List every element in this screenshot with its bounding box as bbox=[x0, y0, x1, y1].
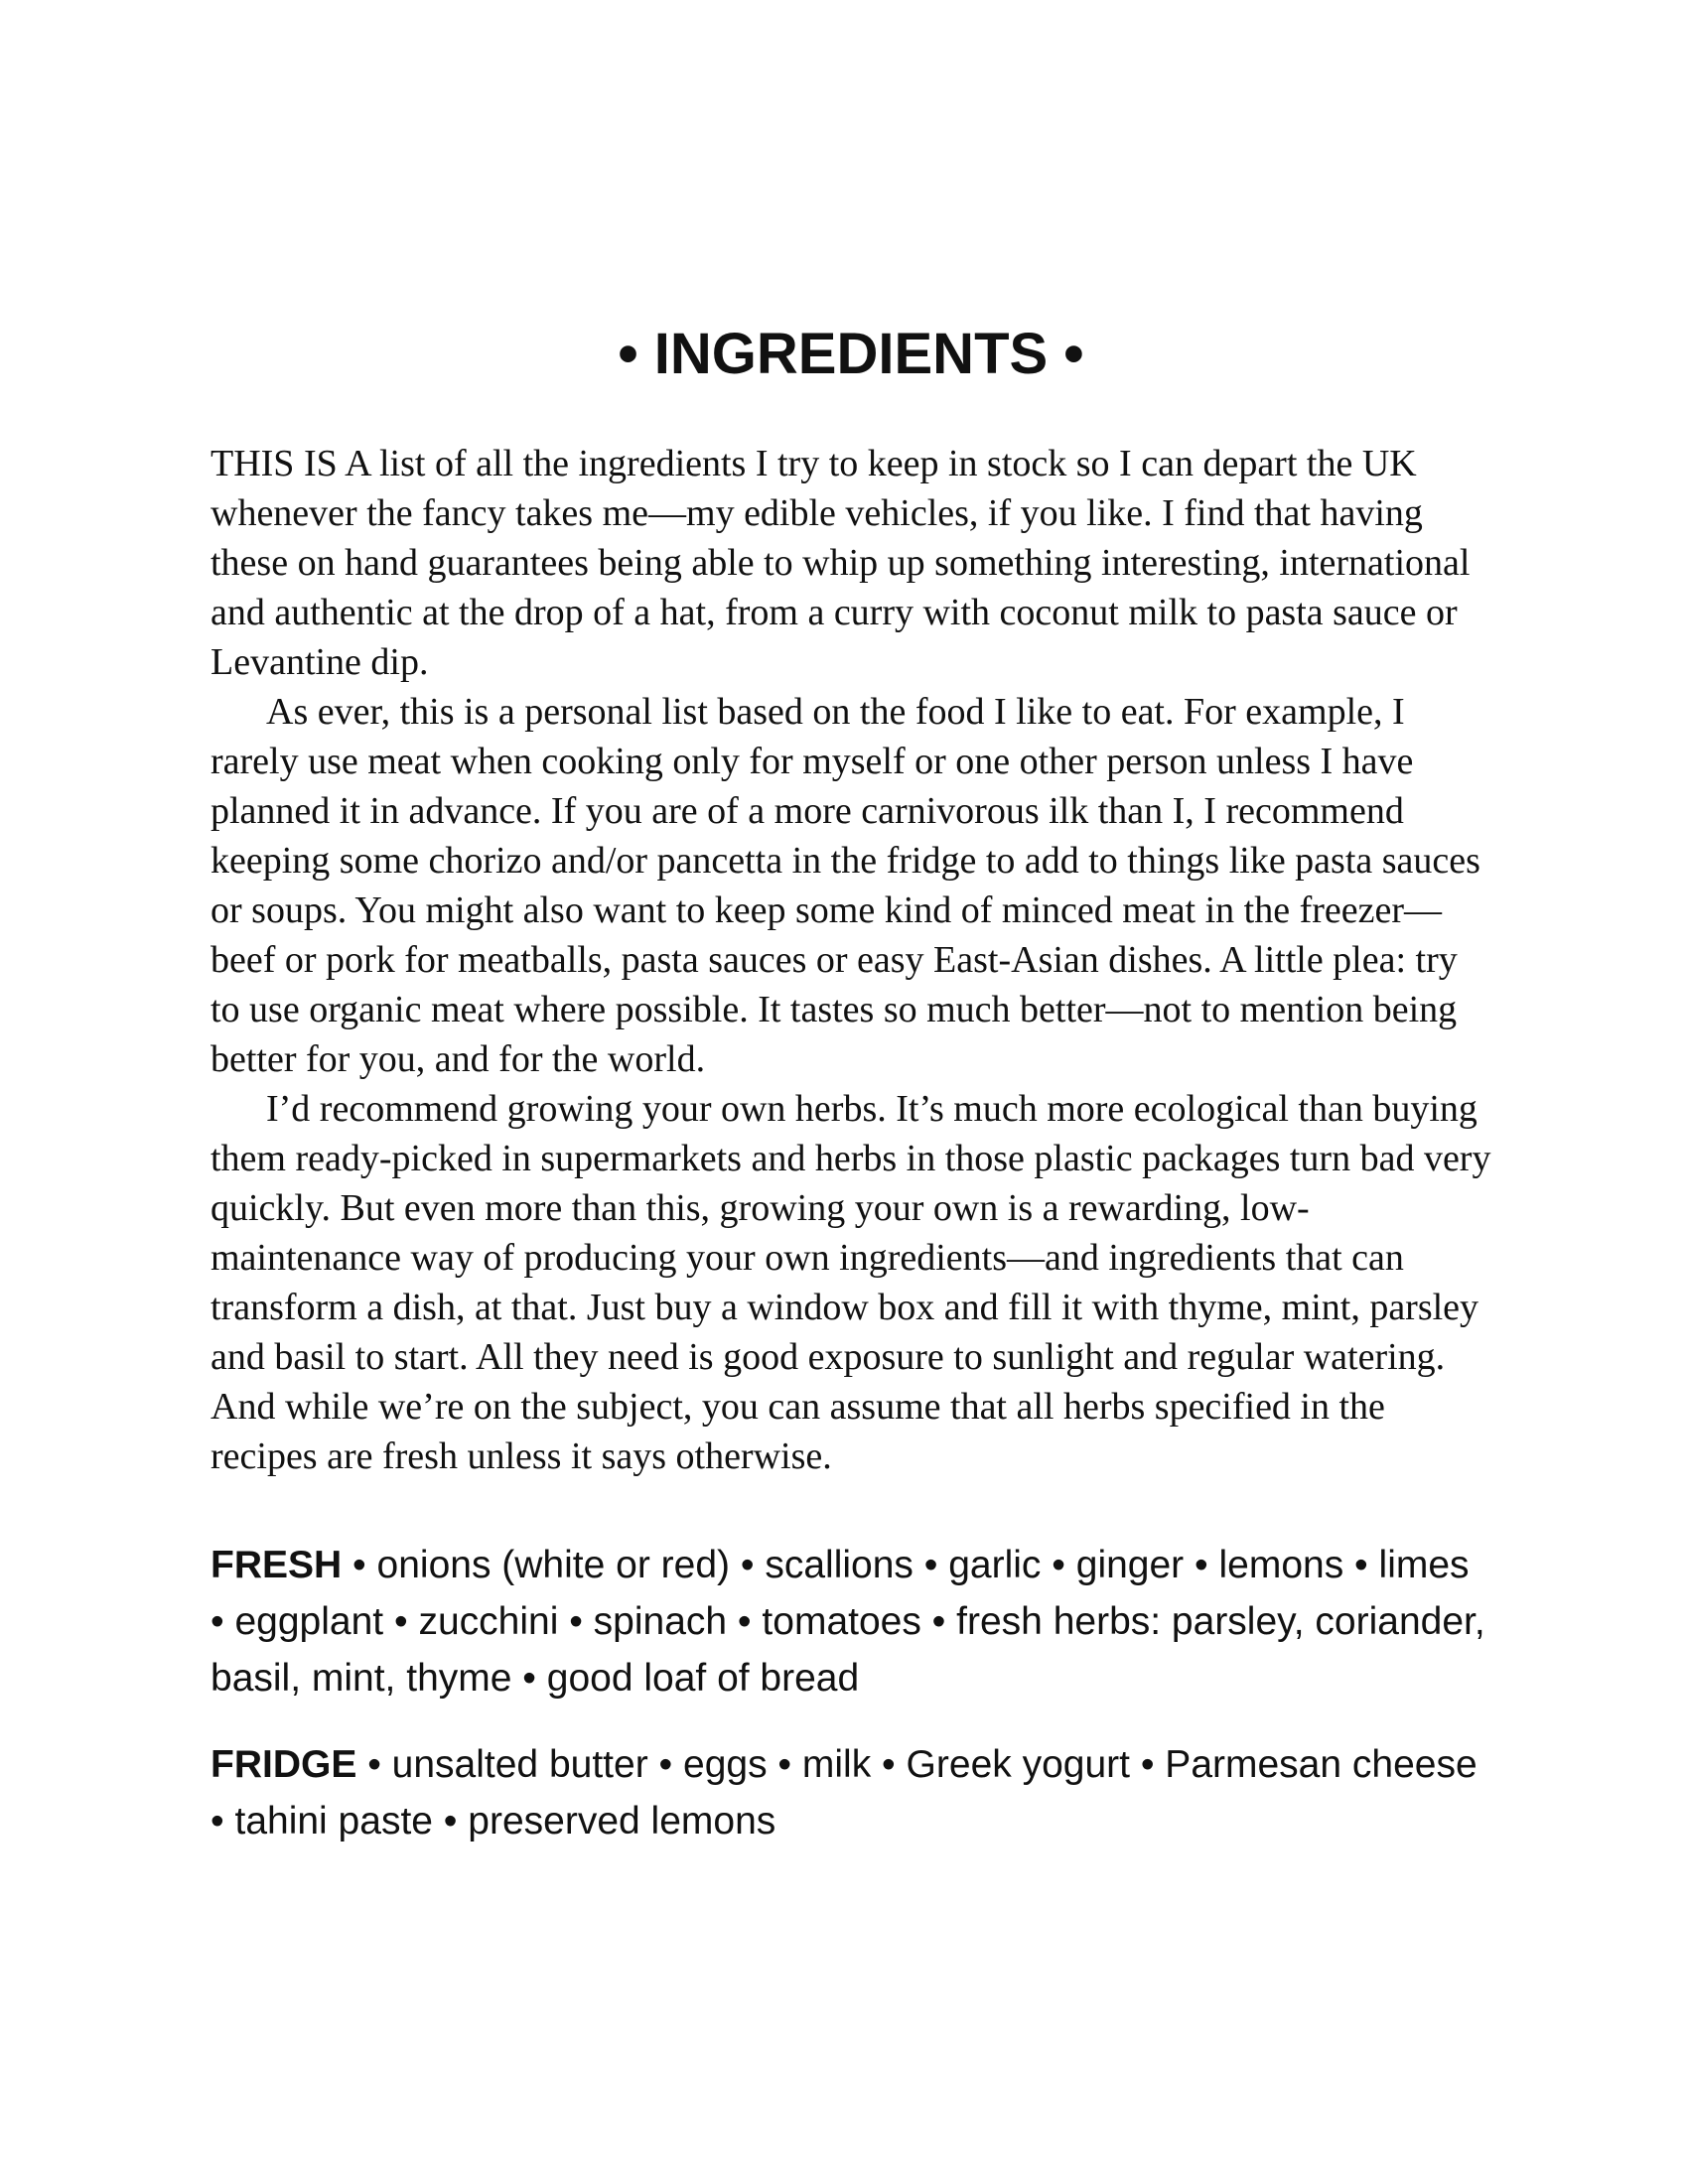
ingredient-lists bbox=[211, 1537, 1491, 1849]
fresh-list bbox=[211, 1537, 1491, 1706]
paragraph-1: THIS IS A list of all the ingredients I try to keep in stock so I can depart the UK whenever the fancy takes me—my edible vehicles, if you like. I find that having these on hand guarantees being able to whip up something interesting, international and authentic at the drop of a hat, from a curry with coconut milk to pasta sauce or Levantine dip. bbox=[211, 443, 1471, 683]
fresh-items: • onions (white or red) • scallions • garlic • ginger • lemons • limes • eggplant • zucchini • spinach • tomatoes • fresh herbs: parsley, coriander, basil, mint, thyme • good loaf of bread bbox=[211, 1544, 1485, 1700]
fridge-list bbox=[211, 1736, 1491, 1849]
fridge-label: FRIDGE bbox=[211, 1743, 357, 1786]
paragraph-3: I’d recommend growing your own herbs. It’s much more ecological than buying them ready-picked in supermarkets and herbs in those plastic packages turn bad very quickly. But even more than this, growing your own is a rewarding, low-maintenance way of producing your own ingredients—and ingredients that can transform a dish, at that. Just buy a window box and fill it with thyme, mint, parsley and basil to start. All they need is good exposure to sunlight and regular watering. And while we’re on the subject, you can assume that all herbs specified in the recipes are fresh unless it says otherwise. bbox=[211, 1088, 1491, 1477]
page-title: • INGREDIENTS • bbox=[618, 322, 1084, 386]
paragraph-2: As ever, this is a personal list based on the food I like to eat. For example, I rarely use meat when cooking only for myself or one other person unless I have planned it in advance. If you are of a more carnivorous ilk than I, I recommend keeping some chorizo and/or pancetta in the fridge to add to things like pasta sauces or soups. You might also want to keep some kind of minced meat in the freezer—beef or pork for meatballs, pasta sauces or easy East-Asian dishes. A little plea: try to use organic meat where possible. It tastes so much better—not to mention being better for you, and for the world. bbox=[211, 691, 1480, 1080]
fridge-items: • unsalted butter • eggs • milk • Greek yogurt • Parmesan cheese • tahini paste • preserved lemons bbox=[211, 1743, 1477, 1843]
intro-text bbox=[211, 439, 1491, 1481]
fresh-label: FRESH bbox=[211, 1544, 343, 1586]
page-content bbox=[211, 320, 1491, 1879]
